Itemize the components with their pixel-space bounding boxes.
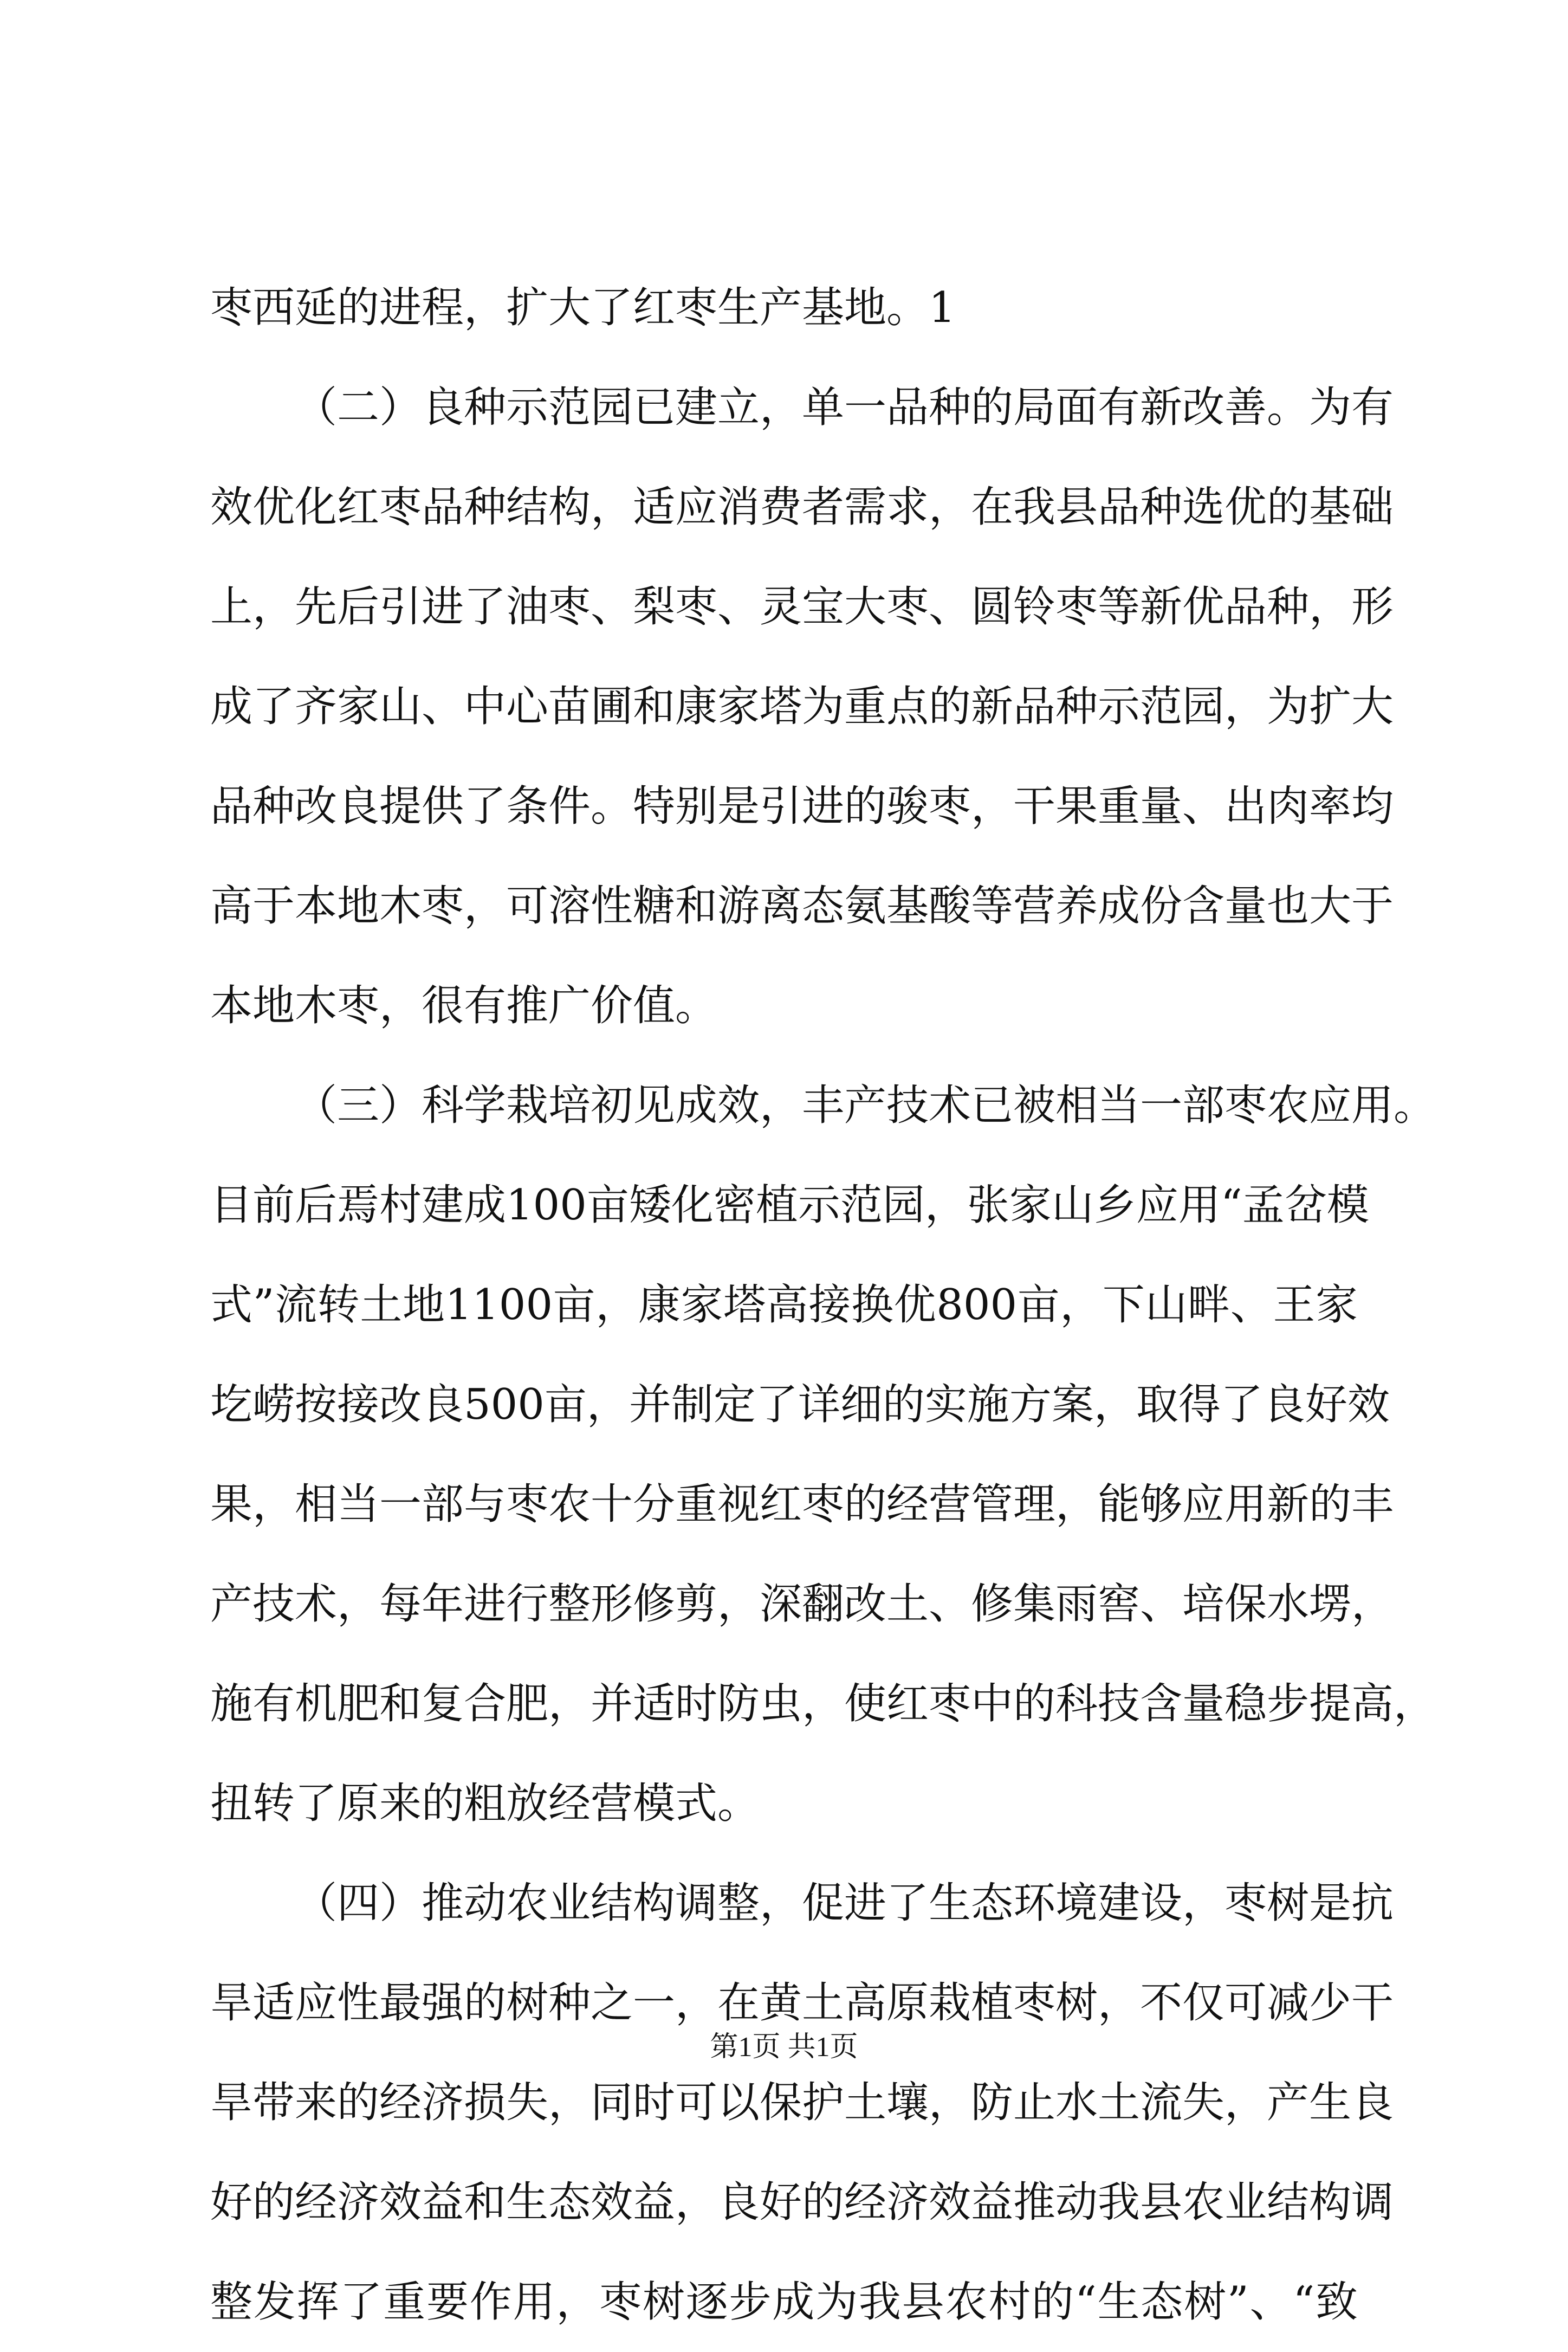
text-line: 旱适应性最强的树种之一，在黄土高原栽植枣树，不仅可减少干 (210, 1979, 1394, 2027)
text-line: 品种改良提供了条件。特别是引进的骏枣，干果重量、出肉率均 (210, 782, 1394, 831)
text-line: 成了齐家山、中心苗圃和康家塔为重点的新品种示范园，为扩大 (210, 682, 1394, 731)
text-line: 上，先后引进了油枣、梨枣、灵宝大枣、圆铃枣等新优品种，形 (210, 583, 1394, 631)
page-footer: 第1页 共1页 (710, 2032, 858, 2063)
text-line: 目前后焉村建成100亩矮化密植示范园，张家山乡应用“孟岔模 (210, 1181, 1369, 1230)
text-line: 枣西延的进程，扩大了红枣生产基地。1 (210, 283, 956, 332)
text-line: 高于本地木枣，可溶性糖和游离态氨基酸等营养成份含量也大于 (210, 882, 1394, 931)
text-line: 果，相当一部与枣农十分重视红枣的经营管理，能够应用新的丰 (210, 1480, 1394, 1529)
text-line: 本地木枣，很有推广价值。 (210, 981, 718, 1030)
text-line: 产技术，每年进行整形修剪，深翻改土、修集雨窖、培保水塄， (210, 1580, 1394, 1629)
text-line: 旱带来的经济损失，同时可以保护土壤，防止水土流失，产生良 (210, 2078, 1394, 2127)
text-line: （二）良种示范园已建立，单一品种的局面有新改善。为有 (295, 383, 1394, 432)
text-line: 整发挥了重要作用，枣树逐步成为我县农村的“生态树”、“致 (210, 2278, 1358, 2327)
text-line: 施有机肥和复合肥，并适时防虫，使红枣中的科技含量稳步提高， (210, 1679, 1436, 1728)
text-line: （四）推动农业结构调整，促进了生态环境建设，枣树是抗 (295, 1879, 1394, 1928)
text-line: 好的经济效益和生态效益，良好的经济效益推动我县农业结构调 (210, 2178, 1394, 2227)
text-line: （三）科学栽培初见成效，丰产技术已被相当一部枣农应用。 (295, 1081, 1436, 1130)
text-line: 圪崂按接改良500亩，并制定了详细的实施方案，取得了良好效 (210, 1380, 1390, 1429)
text-line: 效优化红枣品种结构，适应消费者需求，在我县品种选优的基础 (210, 483, 1394, 532)
text-line: 扭转了原来的粗放经营模式。 (210, 1779, 760, 1828)
text-line: 式”流转土地1100亩，康家塔高接换优800亩，下山畔、王家 (210, 1281, 1358, 1329)
